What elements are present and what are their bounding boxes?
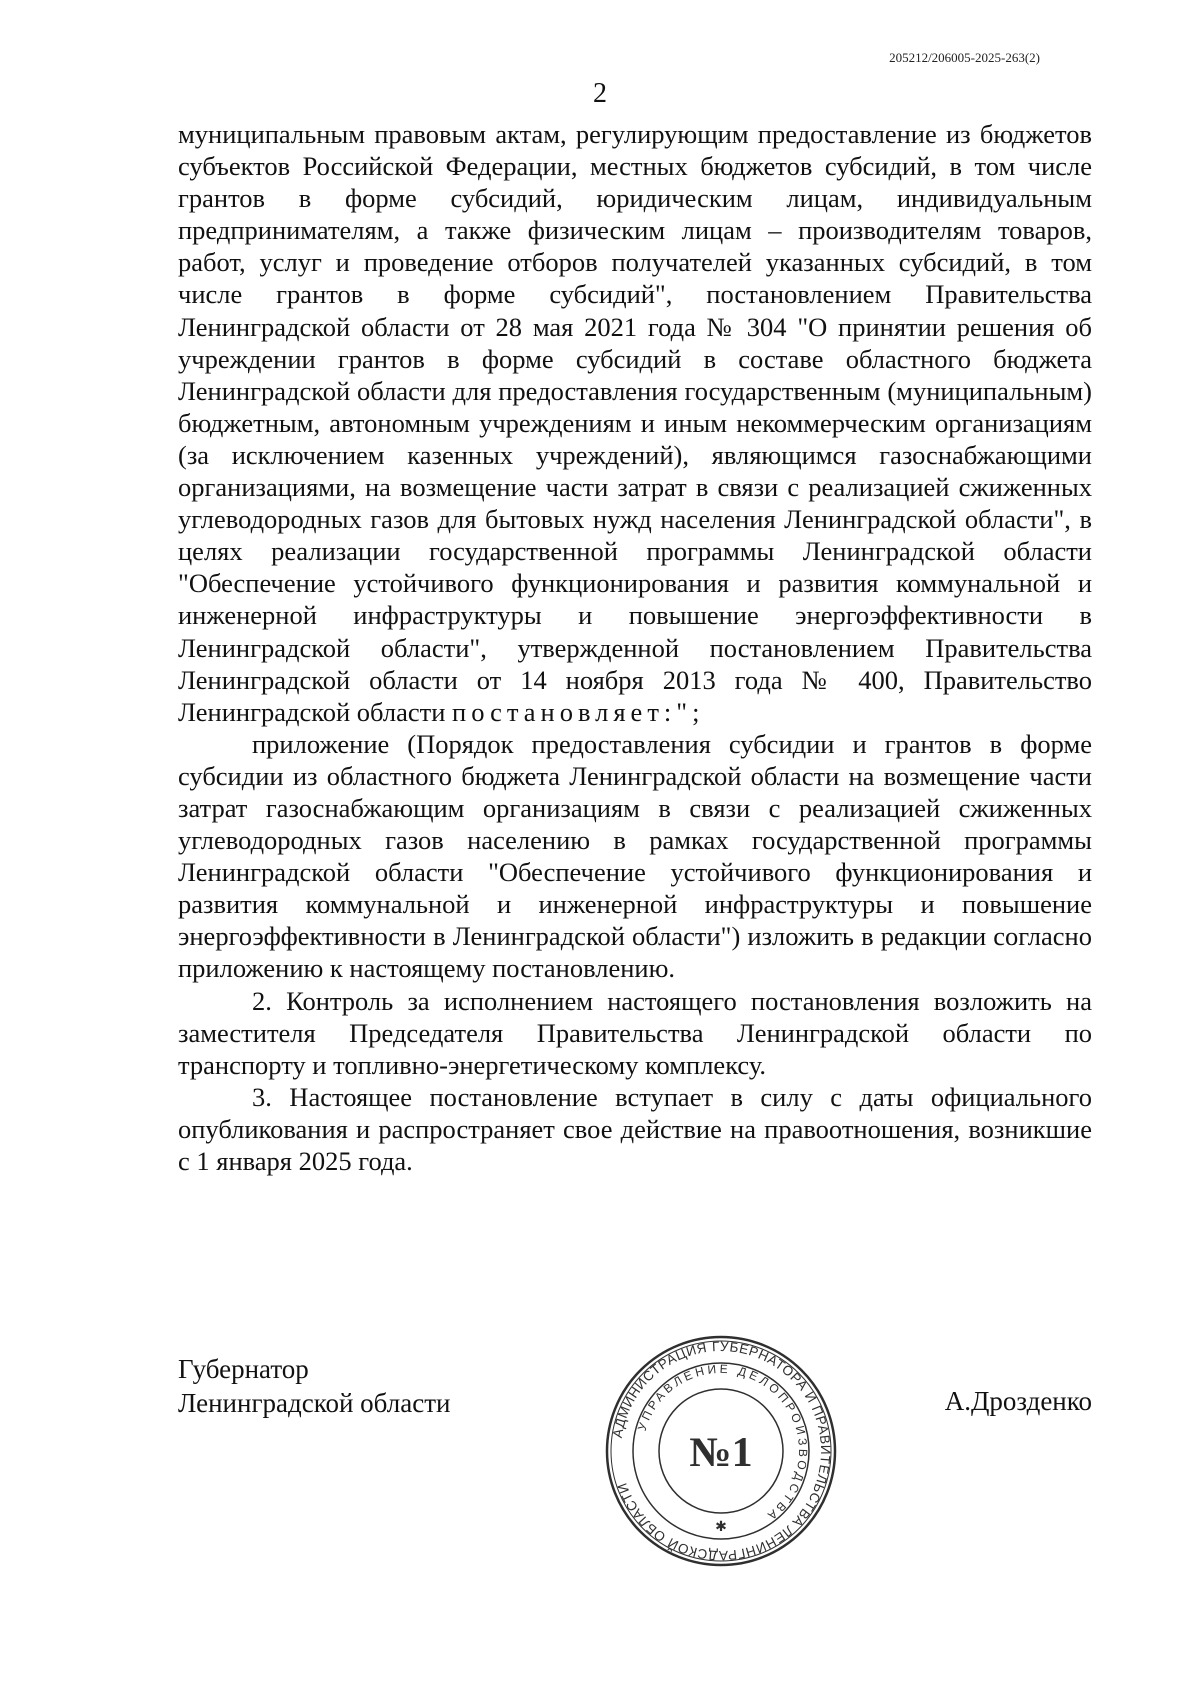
page-number: 2 [593, 78, 607, 109]
seal-inner-text: УПРАВЛЕНИЕ ДЕЛОПРОИЗВОДСТВА [634, 1361, 811, 1525]
decree-word: постановляет:"; [452, 696, 705, 727]
paragraph-legal-basis-text: муниципальным правовым актам, регулирующим предоставление из бюджетов субъектов Российской Федерации, местных бюджетов субсидий, в том числе грантов в форме субсидий, юридическим лицам, индивидуальным предпринимателям, а также физическим лицам – производителям товаров, работ, услуг и проведение отборов получателей указанных субсидий, в том числе грантов в форме субсидий", постановлением Правительства Ленинградской области от 28 мая 2021 года № 304 "О принятии решения об учреждении грантов в форме субсидий в составе областного бюджета Ленинградской области для предоставления государственным (муниципальным) бюджетным, автономным учреждениям и иным некоммерческим организациям (за исключением казенных учреждений), являющимся газоснабжающими организациями, на возмещение части затрат в связи с реализацией сжиженных углеводородных газов для бытовых нужд населения Ленинградской области", в целях реализации государственной программы Ленинградской области "Обеспечение устойчивого функционирования и развития коммунальной и инженерной инфраструктуры и повышение энергоэффективности в Ленинградской области", утвержденной постановлением Правительства Ленинградской области от 14 ноября 2013 года № 400, Правительство Ленинградской области [178, 119, 1092, 727]
official-seal [603, 1333, 839, 1569]
seal-graphic [603, 1333, 839, 1569]
paragraph-effective-date: 3. Настоящее постановление вступает в силу с даты официального опубликования и распространяет свое действие на правоотношения, возникшие с 1 января 2025 года. [178, 1081, 1092, 1176]
seal-center-number: №1 [689, 1430, 753, 1476]
signatory-title-line1: Губернатор [178, 1354, 309, 1384]
seal-star-icon: ✱ [715, 1519, 727, 1535]
paragraph-appendix: приложение (Порядок предоставления субсидии и грантов в форме субсидии из областного бюджета Ленинградской области на возмещение части затрат газоснабжающим организациям в связи с реализацией сжиженных углеводородных газов населению в рамках государственной программы Ленинградской области "Обеспечение устойчивого функционирования и развития коммунальной и инженерной инфраструктуры и повышение энергоэффективности в Ленинградской области") изложить в редакции согласно приложению к настоящему постановлению. [178, 728, 1092, 984]
document-id: 205212/206005-2025-263(2) [889, 50, 1040, 65]
seal-outer-text: АДМИНИСТРАЦИЯ ГУБЕРНАТОРА И ПРАВИТЕЛЬСТВА ЛЕНИНГРАДСКОЙ ОБЛАСТИ [609, 1338, 834, 1564]
signatory-title [178, 1352, 450, 1420]
signatory-name: А.Дрозденко [944, 1386, 1092, 1416]
paragraph-control: 2. Контроль за исполнением настоящего постановления возложить на заместителя Председателя Правительства Ленинградской области по транспорту и топливно-энергетическому комплексу. [178, 985, 1092, 1080]
paragraph-legal-basis [178, 118, 1092, 728]
signatory-title-line2: Ленинградской области [178, 1388, 451, 1418]
document-body [178, 118, 1092, 1177]
